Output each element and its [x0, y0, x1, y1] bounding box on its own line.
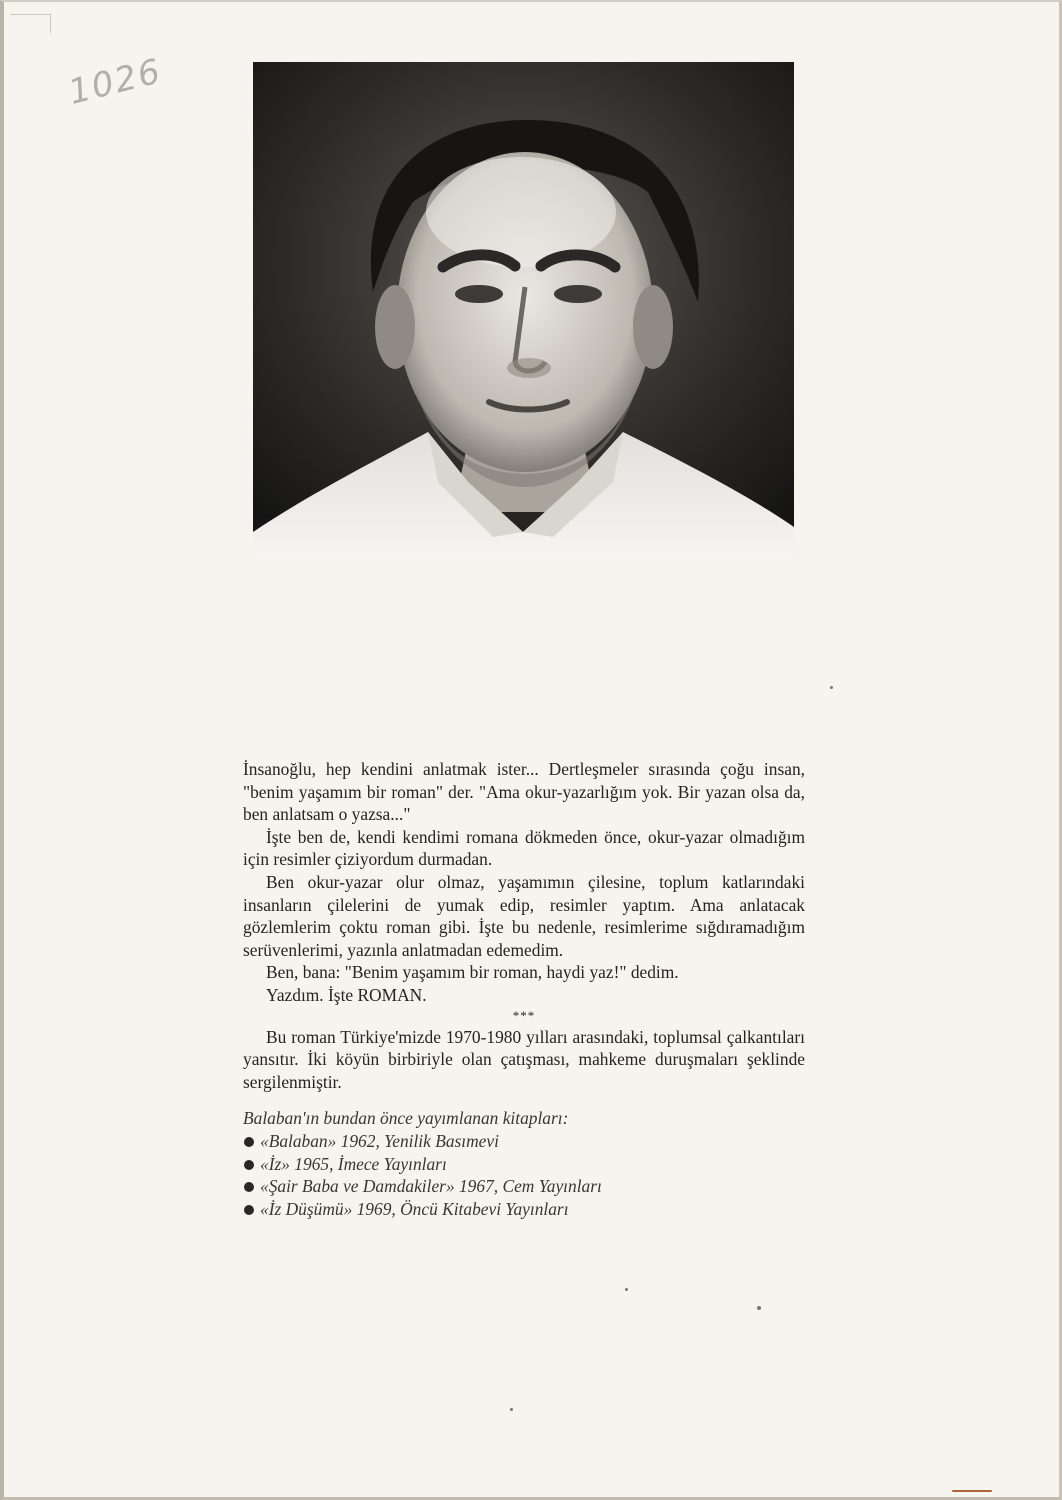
paper-speck	[830, 686, 833, 689]
book-title: «İz» 1965, İmece Yayınları	[260, 1153, 447, 1174]
book-title: «Şair Baba ve Damdakiler» 1967, Cem Yayınları	[260, 1176, 602, 1197]
book-item	[243, 1175, 805, 1198]
drawing-paragraph: İşte ben de, kendi kendimi romana dökmeden önce, okur-yazar olmadığım için resimler çiziyordum durmadan.	[243, 826, 805, 870]
book-title: «İz Düşümü» 1969, Öncü Kitabevi Yayınları	[260, 1198, 569, 1219]
intro-paragraph: İnsanoğlu, hep kendini anlatmak ister... Dertleşmeler sırasında çoğu insan, "benim yaşamım bir roman" der. "Ama okur-yazarlığım yok. Bir yazan olsa da, ben anlatsam o yazsa..."	[243, 759, 805, 825]
book-item	[243, 1198, 805, 1221]
paper-speck	[625, 1288, 628, 1291]
handwritten-note: 1026	[64, 51, 166, 113]
author-portrait	[253, 62, 794, 560]
bullet-icon	[244, 1205, 254, 1215]
paper-speck	[757, 1306, 761, 1310]
back-cover-text	[243, 758, 805, 1220]
bullet-icon	[244, 1137, 254, 1147]
books-heading: Balaban'ın bundan önce yayımlanan kitapları:	[243, 1108, 569, 1129]
paper-speck	[510, 1408, 513, 1411]
section-separator: ***	[512, 1007, 536, 1023]
books-list	[243, 1130, 805, 1220]
book-title: «Balaban» 1962, Yenilik Basımevi	[260, 1130, 499, 1151]
quote-paragraph: Ben, bana: "Benim yaşamım bir roman, haydi yaz!" dedim.	[266, 962, 679, 983]
bullet-icon	[244, 1182, 254, 1192]
paper-stain	[952, 1490, 992, 1492]
bullet-icon	[244, 1160, 254, 1170]
novel-summary: Bu roman Türkiye'mizde 1970-1980 yılları arasındaki, toplumsal çalkantıları yansıtır. İki köyün birbiriyle olan çatışması, mahkeme duruşmaları şeklinde sergilenmiştir.	[243, 1026, 805, 1092]
corner-mark	[10, 14, 51, 33]
author-portrait-image	[253, 62, 794, 560]
motivation-paragraph: Ben okur-yazar olur olmaz, yaşamımın çilesine, toplum katlarındaki insanların çilelerini de yumak edip, resimler yaptım. Ama anlatacak gözlemlerim çoktu roman gibi. İşte bu nedenle, resimlerime sığdıramadığım serüvenlerimi, yazınla anlatmadan edemedim.	[243, 871, 805, 960]
book-item	[243, 1130, 805, 1153]
previous-books	[243, 1107, 805, 1220]
closing-line: Yazdım. İşte ROMAN.	[266, 984, 427, 1005]
book-item	[243, 1153, 805, 1176]
